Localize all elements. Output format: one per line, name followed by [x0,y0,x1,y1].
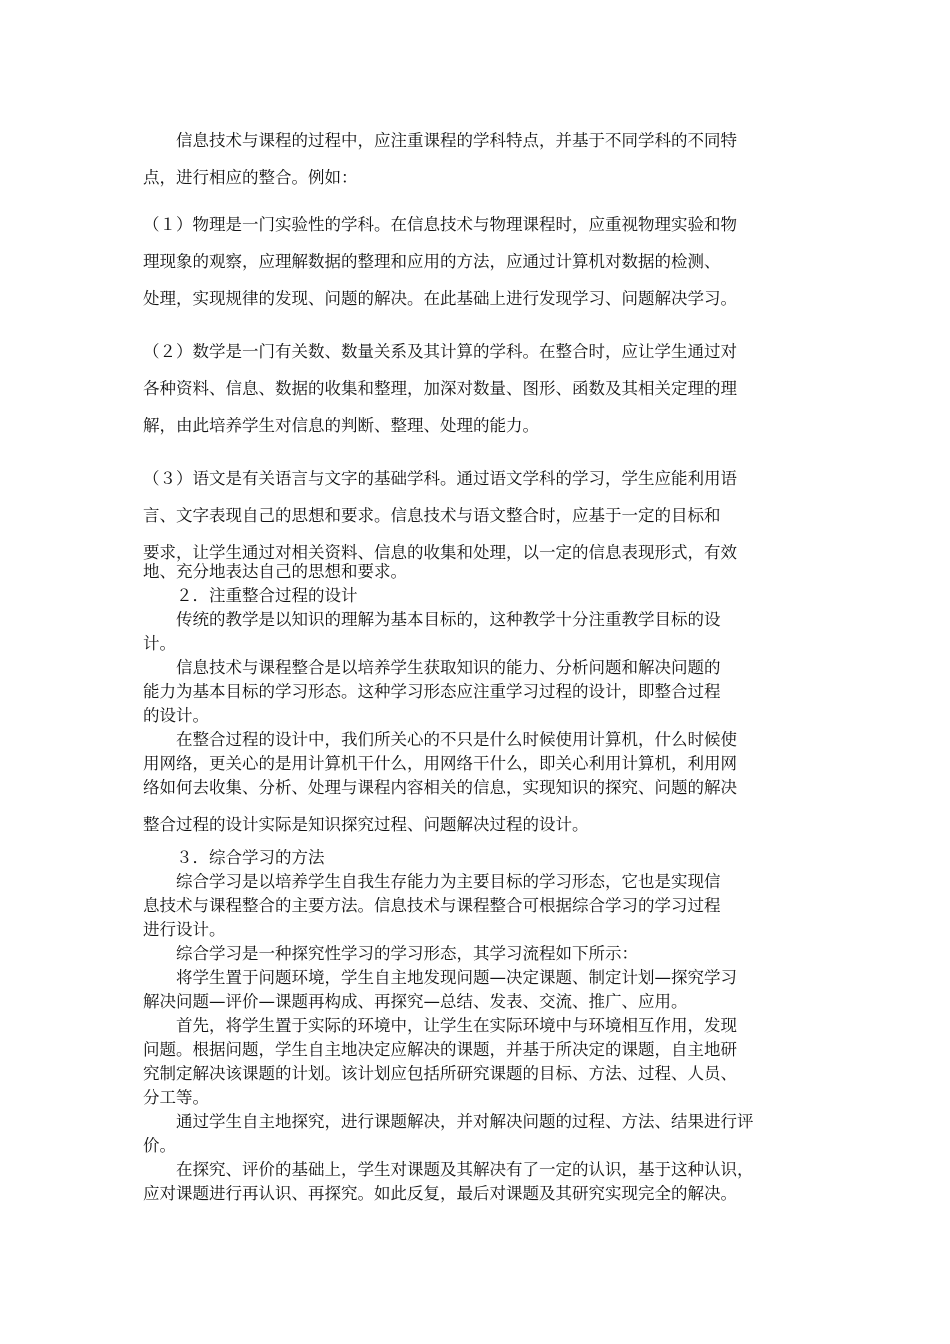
section-heading: ２．注重整合过程的设计 [143,586,358,605]
text-line: 综合学习是以培养学生自我生存能力为主要目标的学习形态，它也是实现信 [143,872,721,891]
paragraph-chinese [143,460,808,571]
text-line: 点，进行相应的整合。例如： [143,168,358,187]
text-line: 通过学生自主地探究，进行课题解决，并对解决问题的过程、方法、结果进行评 [143,1112,754,1131]
text-line: 问题。根据问题，学生自主地决定应解决的课题，并基于所决定的课题，自主地研 [143,1040,737,1059]
text-line: 要求，让学生通过对相关资料、信息的收集和处理，以一定的信息表现形式，有效 [143,543,737,562]
text-line: 理现象的观察，应理解数据的整理和应用的方法，应通过计算机对数据的检测、 [143,252,721,271]
text-line: 地、充分地表达自己的思想和要求。 [143,562,407,581]
text-line: 传统的教学是以知识的理解为基本目标的，这种教学十分注重教学目标的设 [143,610,721,629]
paragraph-design-summary [143,813,808,837]
section-integration-design [143,560,808,800]
text-line: 信息技术与课程的过程中，应注重课程的学科特点，并基于不同学科的不同特 [143,131,737,150]
paragraph-math [143,333,808,444]
text-line: 能力为基本目标的学习形态。这种学习形态应注重学习过程的设计，即整合过程 [143,682,721,701]
text-line: （２）数学是一门有关数、数量关系及其计算的学科。在整合时，应让学生通过对 [143,342,737,361]
section-integrated-learning [143,846,808,1206]
text-line: 分工等。 [143,1088,209,1107]
paragraph-intro [143,122,808,196]
text-line: 言、文字表现自己的思想和要求。信息技术与语文整合时，应基于一定的目标和 [143,506,721,525]
text-line: 进行设计。 [143,920,226,939]
text-line: 将学生置于问题环境，学生自主地发现问题—决定课题、制定计划—探究学习 [143,968,737,987]
text-line: 首先，将学生置于实际的环境中，让学生在实际环境中与环境相互作用，发现 [143,1016,737,1035]
text-line: 各种资料、信息、数据的收集和整理，加深对数量、图形、函数及其相关定理的理 [143,379,737,398]
text-line: 整合过程的设计实际是知识探究过程、问题解决过程的设计。 [143,815,589,834]
text-line: 解决问题—评价—课题再构成、再探究—总结、发表、交流、推广、应用。 [143,992,688,1011]
text-line: 息技术与课程整合的主要方法。信息技术与课程整合可根据综合学习的学习过程 [143,896,721,915]
text-line: 应对课题进行再认识、再探究。如此反复，最后对课题及其研究实现完全的解决。 [143,1184,737,1203]
text-line: 在探究、评价的基础上，学生对课题及其解决有了一定的认识，基于这种认识， [143,1160,754,1179]
text-line: 价。 [143,1136,176,1155]
text-line: 在整合过程的设计中，我们所关心的不只是什么时候使用计算机，什么时候使 [143,730,737,749]
text-line: 处理，实现规律的发现、问题的解决。在此基础上进行发现学习、问题解决学习。 [143,289,737,308]
text-line: 络如何去收集、分析、处理与课程内容相关的信息，实现知识的探究、问题的解决 [143,778,737,797]
text-line: （１）物理是一门实验性的学科。在信息技术与物理课程时，应重视物理实验和物 [143,215,737,234]
text-line: （３）语文是有关语言与文字的基础学科。通过语文学科的学习，学生应能利用语 [143,469,737,488]
paragraph-physics [143,206,808,317]
text-line: 用网络，更关心的是用计算机干什么，用网络干什么，即关心利用计算机，利用网 [143,754,737,773]
text-line: 综合学习是一种探究性学习的学习形态，其学习流程如下所示： [143,944,638,963]
text-line: 信息技术与课程整合是以培养学生获取知识的能力、分析问题和解决问题的 [143,658,721,677]
section-heading: ３．综合学习的方法 [143,848,325,867]
text-line: 解，由此培养学生对信息的判断、整理、处理的能力。 [143,416,539,435]
text-line: 的设计。 [143,706,209,725]
text-line: 计。 [143,634,176,653]
text-line: 究制定解决该课题的计划。该计划应包括所研究课题的目标、方法、过程、人员、 [143,1064,737,1083]
